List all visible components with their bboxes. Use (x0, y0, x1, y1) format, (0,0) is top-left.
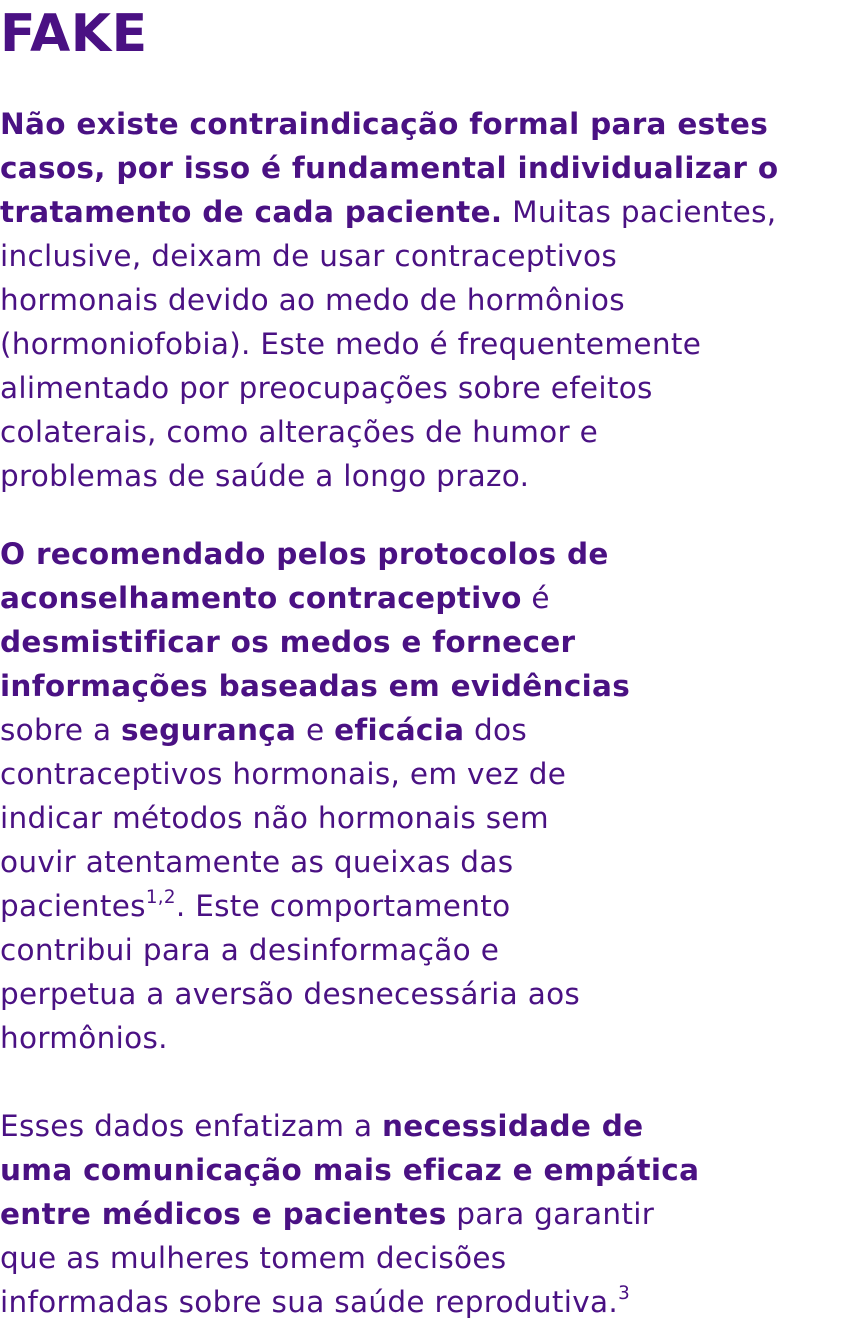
text-line (0, 1280, 699, 1320)
body-text: sobre a (0, 713, 122, 747)
text-line (0, 102, 778, 146)
bold-text: tratamento de cada paciente. (0, 195, 503, 229)
bold-text: segurança (121, 713, 297, 747)
body-text: e (296, 713, 335, 747)
text-line (0, 1192, 699, 1236)
body-text: dos (464, 713, 528, 747)
text-line (0, 708, 630, 752)
bold-text: Não existe contraindicação formal para estes (0, 107, 769, 141)
body-text: . Este comportamento (175, 889, 511, 923)
text-line: colaterais, como alterações de humor e (0, 415, 599, 449)
body-text: Esses dados enfatizam a (0, 1109, 382, 1143)
reference-superscript: 1,2 (145, 887, 176, 909)
body-text: pacientes (0, 889, 146, 923)
text-line (0, 576, 630, 620)
text-line: inclusive, deixam de usar contraceptivos (0, 239, 618, 273)
text-line: problemas de saúde a longo prazo. (0, 459, 530, 493)
reference-superscript: 3 (618, 1283, 630, 1305)
paragraph-communication (0, 1104, 699, 1320)
text-line (0, 1148, 699, 1192)
paragraph-contraindication (0, 102, 778, 498)
paragraph-recommendation (0, 532, 630, 1060)
body-text: é (521, 581, 550, 615)
text-line: alimentado por preocupações sobre efeitos (0, 371, 653, 405)
body-text: Muitas pacientes, (502, 195, 777, 229)
body-text: para garantir (446, 1197, 655, 1231)
text-line: contraceptivos hormonais, em vez de (0, 757, 567, 791)
bold-text: eficácia (334, 713, 465, 747)
bold-text: uma comunicação mais eficaz e empática (0, 1153, 700, 1187)
bold-text: O recomendado pelos protocolos de (0, 537, 609, 571)
text-line: hormônios. (0, 1021, 168, 1055)
bold-text: entre médicos e pacientes (0, 1197, 447, 1231)
bold-text: informações baseadas em evidências (0, 669, 631, 703)
text-line (0, 190, 778, 234)
text-line (0, 532, 630, 576)
page-title: FAKE (0, 4, 148, 64)
text-line (0, 620, 630, 664)
bold-text: casos, por isso é fundamental individualizar o (0, 151, 779, 185)
text-line (0, 664, 630, 708)
text-line: (hormoniofobia). Este medo é frequentemente (0, 327, 702, 361)
bold-text: necessidade de (382, 1109, 644, 1143)
text-line: contribui para a desinformação e (0, 933, 500, 967)
bold-text: desmistificar os medos e fornecer (0, 625, 576, 659)
text-line: perpetua a aversão desnecessária aos (0, 977, 581, 1011)
text-line (0, 884, 630, 928)
text-line: indicar métodos não hormonais sem (0, 801, 549, 835)
text-line (0, 1104, 699, 1148)
text-line: que as mulheres tomem decisões (0, 1241, 507, 1275)
body-text: informadas sobre sua saúde reprodutiva. (0, 1285, 619, 1319)
text-line: ouvir atentamente as queixas das (0, 845, 514, 879)
text-line: hormonais devido ao medo de hormônios (0, 283, 625, 317)
text-line (0, 146, 778, 190)
bold-text: aconselhamento contraceptivo (0, 581, 522, 615)
